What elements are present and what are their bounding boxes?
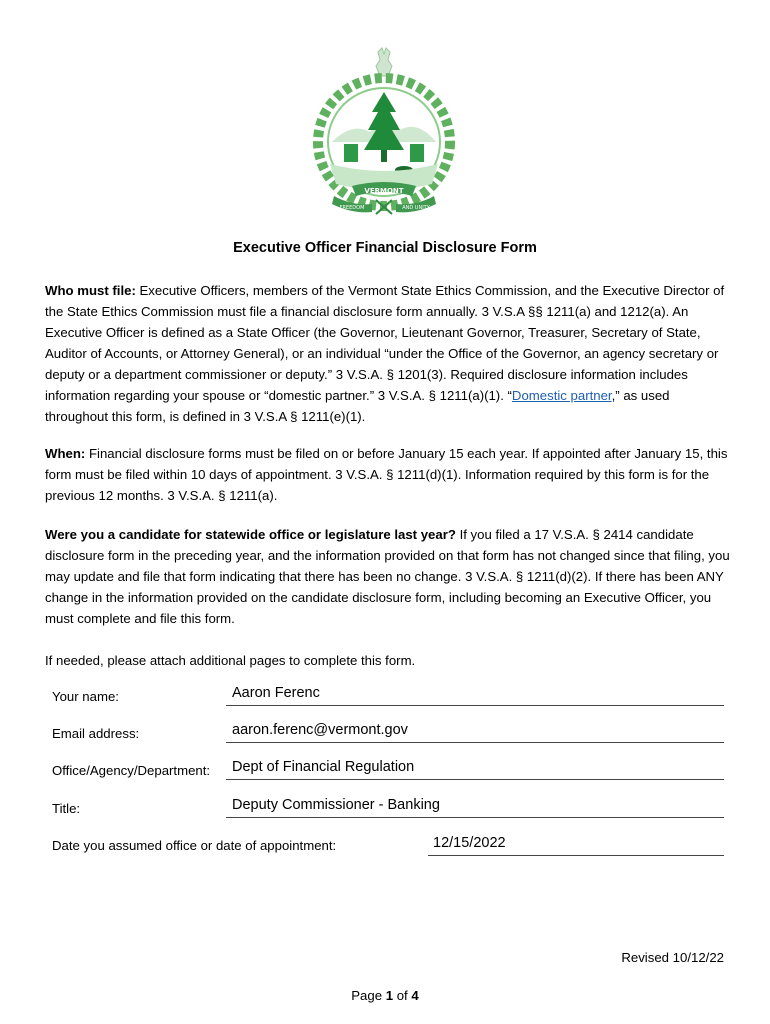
page-number bbox=[0, 988, 770, 1003]
page-current: 1 bbox=[385, 988, 394, 1003]
date-underline bbox=[428, 855, 724, 856]
seal-motto-right: AND UNITY bbox=[402, 205, 430, 211]
revised-date: Revised 10/12/22 bbox=[621, 950, 724, 965]
office-field[interactable]: Dept of Financial Regulation bbox=[232, 759, 415, 775]
title-label: Title: bbox=[52, 801, 81, 816]
title-field[interactable]: Deputy Commissioner - Banking bbox=[232, 797, 440, 813]
candidate-label: Were you a candidate for statewide office or legislature last year? bbox=[45, 527, 456, 542]
email-label: Email address: bbox=[52, 726, 140, 741]
form-title: Executive Officer Financial Disclosure Form bbox=[233, 240, 537, 256]
when-label: When: bbox=[45, 446, 86, 461]
page-total: 4 bbox=[411, 988, 419, 1003]
email-field[interactable]: aaron.ferenc@vermont.gov bbox=[232, 722, 408, 738]
attach-note: If needed, please attach additional pages to complete this form. bbox=[45, 653, 416, 668]
page-middle: of bbox=[393, 988, 412, 1003]
domestic-partner-link[interactable]: Domestic partner bbox=[511, 388, 612, 403]
when-text: Financial disclosure forms must be filed on or before January 15 each year. If appointed after January 15, this form must be filed within 10 days of appointment. 3 V.S.A. § 1211(d)(1). Information required by this form is for the previous 12 months. 3 V.S.A. § 1211(a). bbox=[45, 446, 728, 503]
title-underline bbox=[226, 817, 724, 818]
office-underline bbox=[226, 779, 724, 780]
page-prefix: Page bbox=[351, 988, 386, 1003]
seal-banner-text: VERMONT bbox=[364, 187, 404, 195]
who-must-file-text-end: ,” as used throughout this form, is defined in 3 V.S.A § 1211(e)(1). bbox=[45, 388, 670, 424]
name-underline bbox=[226, 705, 724, 706]
who-must-file-text: Executive Officers, members of the Vermont State Ethics Commission, and the Executive Director of the State Ethics Commission must file a financial disclosure form annually. 3 V.S.A §§ 1211(a) and 1212(a). An Executive Officer is defined as a State Officer (the Governor, Lieutenant Governor, Treasurer, Secretary of State, Auditor of Accounts, or Attorney General), or an individual “under the Office of the Governor, an agency secretary or deputy or a department commissioner or deputy.” 3 V.S.A. § 1201(3). Required disclosure information includes information regarding your spouse or “domestic partner.” 3 V.S.A. § 1211(a)(1). “ bbox=[45, 283, 725, 403]
name-field[interactable]: Aaron Ferenc bbox=[232, 685, 320, 701]
office-label: Office/Agency/Department: bbox=[52, 763, 211, 778]
date-label: Date you assumed office or date of appointment: bbox=[52, 838, 337, 853]
vermont-state-seal bbox=[312, 46, 456, 216]
who-must-file-paragraph bbox=[45, 280, 735, 427]
date-field[interactable]: 12/15/2022 bbox=[433, 835, 506, 851]
email-underline bbox=[226, 742, 724, 743]
name-label: Your name: bbox=[52, 689, 119, 704]
candidate-text: If you filed a 17 V.S.A. § 2414 candidate disclosure form in the preceding year, and the information provided on that form has not changed since that filing, you may update and file that form indicating that there has been no change. 3 V.S.A. § 1211(d)(2). If there has been ANY change in the information provided on the candidate disclosure form, including becoming an Executive Officer, you must complete and file this form. bbox=[45, 527, 730, 626]
who-must-file-label: Who must file: bbox=[45, 283, 136, 298]
seal-motto-left: FREEDOM bbox=[339, 205, 365, 211]
when-paragraph bbox=[45, 443, 735, 506]
candidate-paragraph bbox=[45, 524, 735, 629]
